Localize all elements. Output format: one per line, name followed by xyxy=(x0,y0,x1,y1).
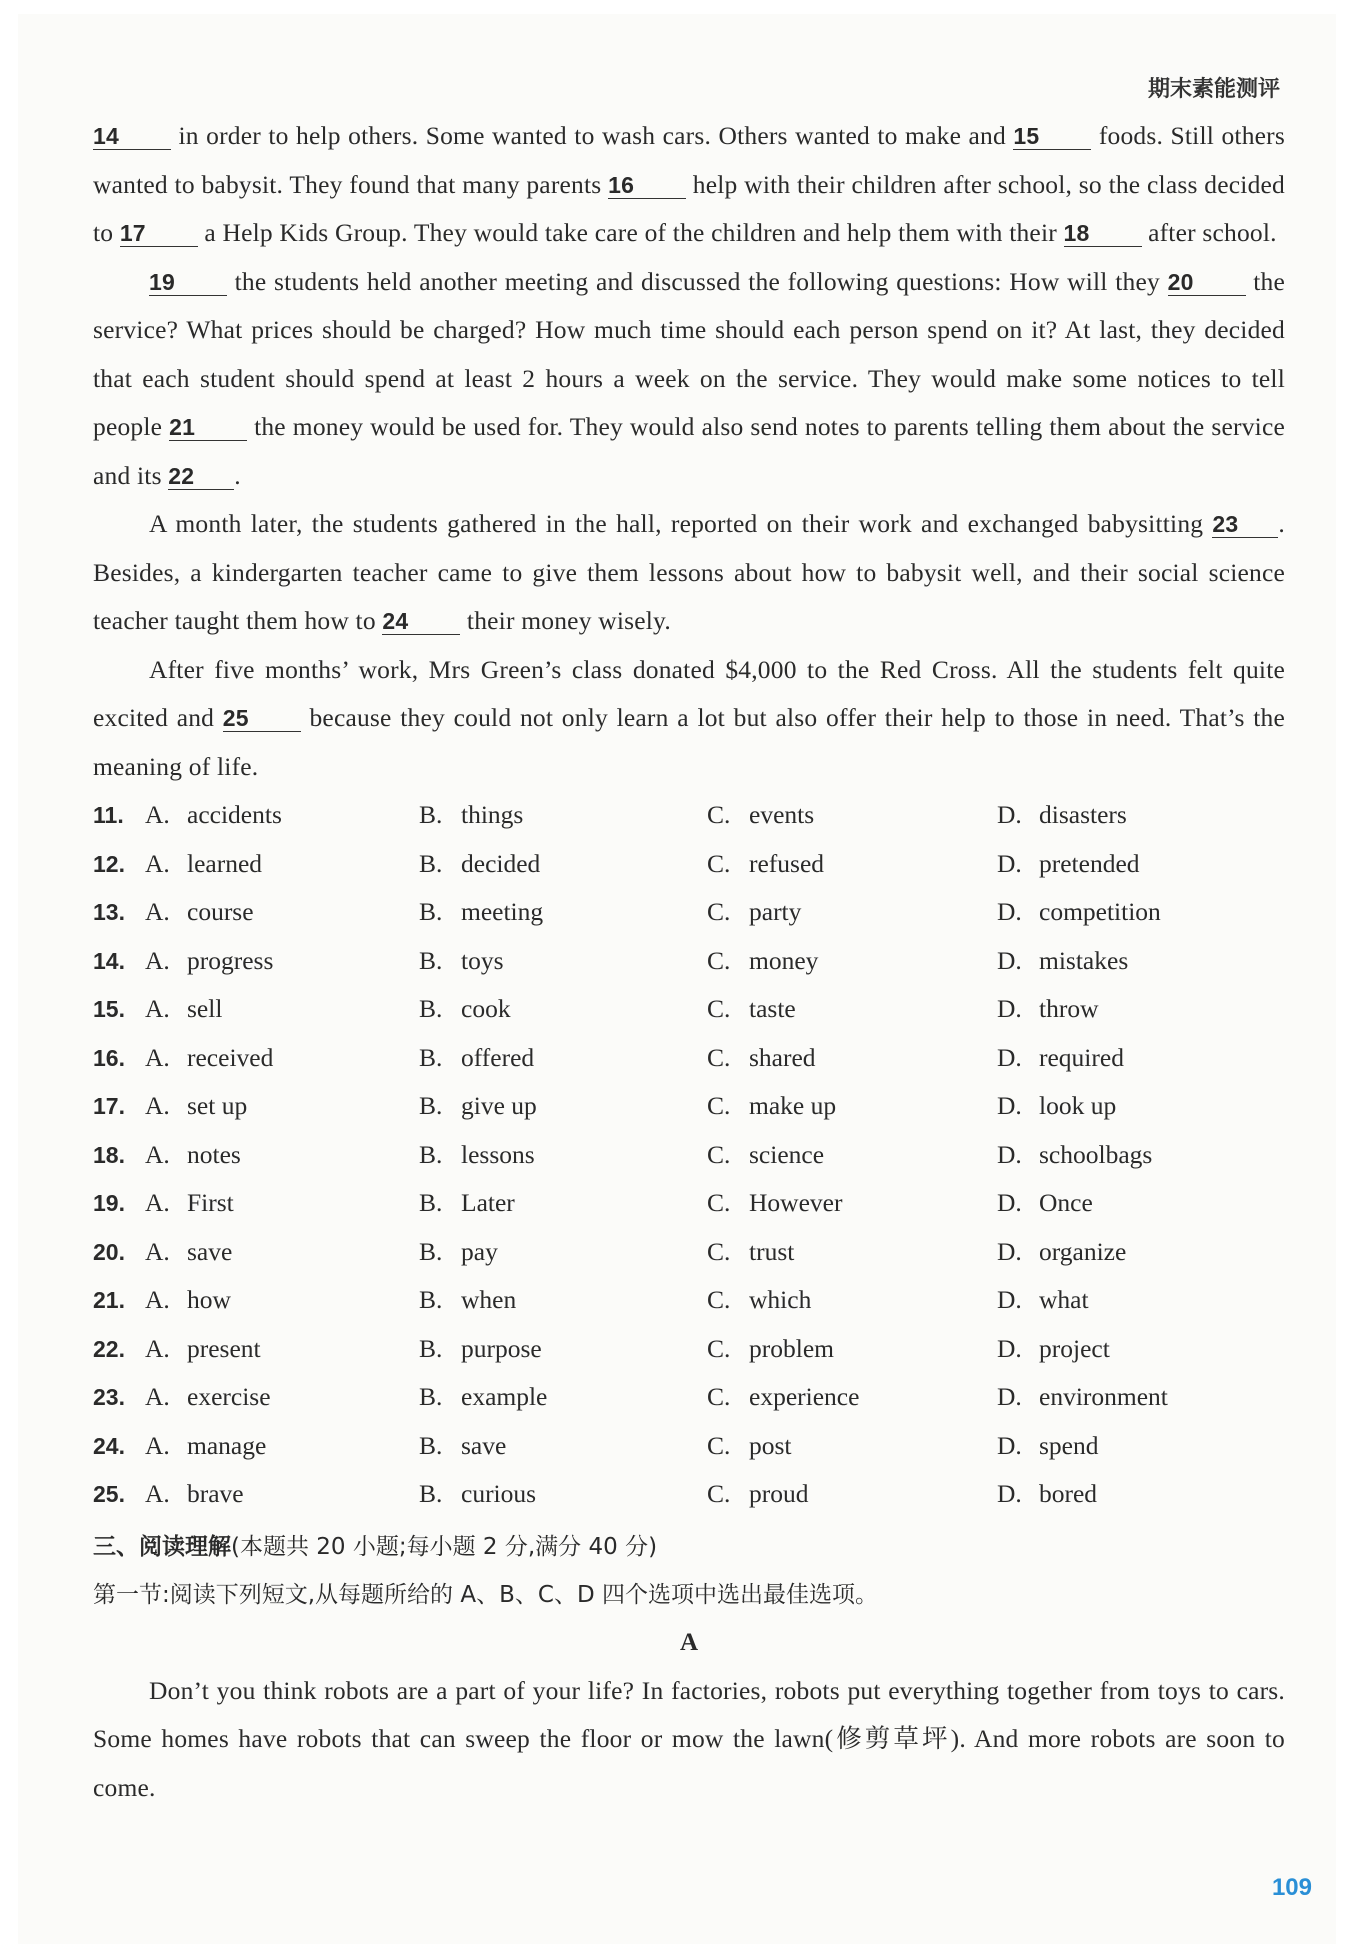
passage-paragraph-1 xyxy=(93,112,1285,258)
option-d[interactable] xyxy=(997,1034,1124,1083)
option-letter: D. xyxy=(997,1285,1022,1314)
question-row xyxy=(93,840,1285,889)
option-b[interactable] xyxy=(419,1228,498,1277)
option-letter: D. xyxy=(997,1333,1022,1363)
option-c[interactable] xyxy=(707,791,814,840)
option-text: money xyxy=(749,945,819,975)
option-letter: C. xyxy=(707,848,731,878)
option-d[interactable] xyxy=(997,1082,1116,1131)
question-row xyxy=(93,985,1285,1034)
option-c[interactable] xyxy=(707,1276,811,1325)
option-text: save xyxy=(461,1430,507,1460)
option-text: experience xyxy=(749,1382,860,1411)
option-letter: A. xyxy=(145,994,170,1023)
option-letter: D. xyxy=(997,848,1022,878)
question-number: 17. xyxy=(93,1093,125,1119)
passage-text: After five months’ work, Mrs Green’s class donated $4,000 to the Red Cross. All the students felt quite excited and xyxy=(93,654,1285,732)
blank-15[interactable]: 15 xyxy=(1013,123,1091,150)
option-d[interactable] xyxy=(997,1373,1168,1422)
option-b[interactable] xyxy=(419,1470,536,1519)
question-row xyxy=(93,1470,1285,1519)
question-number: 25. xyxy=(93,1481,125,1507)
section-heading: 三、阅读理解 xyxy=(93,1533,231,1560)
question-number: 18. xyxy=(93,1141,125,1168)
option-letter: A. xyxy=(145,1091,170,1120)
option-text: sell xyxy=(187,994,223,1023)
option-b[interactable] xyxy=(419,840,540,889)
option-d[interactable] xyxy=(997,1228,1126,1277)
option-text: proud xyxy=(749,1479,809,1508)
page-number: 109 xyxy=(1271,1874,1312,1901)
option-d[interactable] xyxy=(997,985,1099,1034)
option-text: brave xyxy=(187,1479,244,1508)
option-letter: A. xyxy=(145,1479,170,1508)
question-number: 13. xyxy=(93,899,125,925)
option-letter: A. xyxy=(145,1285,170,1314)
option-d[interactable] xyxy=(997,1131,1152,1180)
question-number: 24. xyxy=(93,1432,125,1459)
option-c[interactable] xyxy=(707,985,796,1034)
option-text: make up xyxy=(749,1091,837,1120)
option-letter: C. xyxy=(707,1236,731,1266)
question-number: 21. xyxy=(93,1287,125,1313)
passage-text: a Help Kids Group. They would take care of the children and help them with their xyxy=(197,218,1064,247)
option-text: progress xyxy=(187,945,274,975)
option-text: meeting xyxy=(461,897,544,926)
option-d[interactable] xyxy=(997,937,1128,986)
option-letter: C. xyxy=(707,1430,731,1460)
option-b[interactable] xyxy=(419,1276,516,1325)
blank-14[interactable]: 14 xyxy=(93,123,171,150)
option-c[interactable] xyxy=(707,1179,842,1228)
blank-20[interactable]: 20 xyxy=(1168,269,1246,296)
option-text: refused xyxy=(749,848,825,878)
option-b[interactable] xyxy=(419,1373,547,1422)
option-c[interactable] xyxy=(707,1228,794,1277)
blank-23[interactable]: 23 xyxy=(1212,511,1278,538)
option-text: lessons xyxy=(461,1139,535,1169)
option-text: competition xyxy=(1039,897,1161,926)
option-b[interactable] xyxy=(419,1082,537,1131)
question-row xyxy=(93,1034,1285,1083)
option-d[interactable] xyxy=(997,1325,1110,1374)
option-text: give up xyxy=(461,1091,537,1120)
option-a[interactable] xyxy=(145,1325,261,1374)
option-b[interactable] xyxy=(419,1179,515,1228)
question-row xyxy=(93,1276,1285,1325)
question-row xyxy=(93,937,1285,986)
option-text: throw xyxy=(1039,994,1099,1023)
option-d[interactable] xyxy=(997,1422,1099,1471)
option-letter: B. xyxy=(419,994,443,1023)
question-number: 19. xyxy=(93,1190,125,1216)
option-text: how xyxy=(187,1285,231,1314)
option-text: learned xyxy=(187,848,263,878)
running-header: 期末素能测评 xyxy=(1147,77,1280,102)
question-row xyxy=(93,791,1285,840)
option-letter: B. xyxy=(419,1042,443,1072)
option-d[interactable] xyxy=(997,1179,1093,1228)
option-b[interactable] xyxy=(419,937,504,986)
passage-text: their money wisely. xyxy=(460,606,671,635)
option-text: look up xyxy=(1039,1091,1117,1120)
option-letter: B. xyxy=(419,1236,443,1266)
option-d[interactable] xyxy=(997,1276,1089,1325)
option-b[interactable] xyxy=(419,791,523,840)
option-letter: D. xyxy=(997,800,1022,829)
passage-label: A xyxy=(679,1628,699,1656)
option-letter: B. xyxy=(419,897,443,926)
option-d[interactable] xyxy=(997,1470,1097,1519)
passage-text: . Besides, a kindergarten teacher came to give them lessons about how to babysit well, and their social science teacher taught them how to xyxy=(93,509,1285,635)
option-text: decided xyxy=(461,848,541,878)
option-letter: A. xyxy=(145,1042,170,1072)
option-text: pay xyxy=(461,1236,498,1266)
option-letter: C. xyxy=(707,1042,731,1072)
option-a[interactable] xyxy=(145,1131,241,1180)
passage-paragraph-2 xyxy=(93,258,1285,501)
option-text: accidents xyxy=(187,800,282,829)
question-row xyxy=(93,1373,1285,1422)
option-text: trust xyxy=(749,1236,795,1266)
section-instructions: 第一节:阅读下列短文,从每题所给的 A、B、C、D 四个选项中选出最佳选项。 xyxy=(93,1581,878,1608)
option-text: schoolbags xyxy=(1039,1139,1153,1169)
option-text: when xyxy=(461,1285,517,1314)
option-letter: C. xyxy=(707,800,731,829)
blank-21[interactable]: 21 xyxy=(169,414,247,441)
option-text: First xyxy=(187,1188,234,1217)
section-title xyxy=(93,1523,1285,1571)
option-d[interactable] xyxy=(997,791,1127,840)
option-text: post xyxy=(749,1430,792,1460)
option-a[interactable] xyxy=(145,888,254,937)
option-letter: D. xyxy=(997,1236,1022,1266)
option-text: mistakes xyxy=(1039,945,1129,975)
option-letter: C. xyxy=(707,1139,731,1169)
option-letter: A. xyxy=(145,1430,170,1460)
option-text: pretended xyxy=(1039,848,1140,878)
option-letter: A. xyxy=(145,945,170,975)
option-letter: C. xyxy=(707,1188,731,1217)
option-letter: C. xyxy=(707,1285,731,1314)
option-text: present xyxy=(187,1333,261,1363)
option-d[interactable] xyxy=(997,840,1140,889)
option-b[interactable] xyxy=(419,888,543,937)
option-text: environment xyxy=(1039,1382,1168,1411)
option-text: what xyxy=(1039,1285,1089,1314)
option-letter: A. xyxy=(145,1236,170,1266)
option-a[interactable] xyxy=(145,937,273,986)
option-letter: D. xyxy=(997,1479,1022,1508)
option-text: save xyxy=(187,1236,233,1266)
option-letter: C. xyxy=(707,1333,731,1363)
option-letter: D. xyxy=(997,1188,1022,1217)
option-text: cook xyxy=(461,994,511,1023)
question-row xyxy=(93,1179,1285,1228)
option-text: things xyxy=(461,800,524,829)
option-letter: B. xyxy=(419,1188,443,1217)
option-text: curious xyxy=(461,1479,537,1508)
option-c[interactable] xyxy=(707,1470,809,1519)
question-row xyxy=(93,1228,1285,1277)
option-text: purpose xyxy=(461,1333,542,1363)
option-b[interactable] xyxy=(419,985,511,1034)
option-a[interactable] xyxy=(145,1179,234,1228)
option-b[interactable] xyxy=(419,1034,534,1083)
option-text: toys xyxy=(461,945,504,975)
option-letter: C. xyxy=(707,897,731,926)
option-letter: A. xyxy=(145,800,170,829)
option-text: disasters xyxy=(1039,800,1127,829)
option-letter: B. xyxy=(419,1430,443,1460)
option-c[interactable] xyxy=(707,1422,792,1471)
option-c[interactable] xyxy=(707,1082,836,1131)
option-text: exercise xyxy=(187,1382,271,1411)
option-text: course xyxy=(187,897,254,926)
blank-17[interactable]: 17 xyxy=(120,220,198,247)
option-text: required xyxy=(1039,1042,1124,1072)
option-text: example xyxy=(461,1382,548,1411)
question-row xyxy=(93,1131,1285,1180)
option-letter: D. xyxy=(997,994,1022,1023)
question-options-list xyxy=(93,791,1285,1519)
option-letter: D. xyxy=(997,1382,1022,1411)
option-letter: D. xyxy=(997,1139,1022,1169)
option-c[interactable] xyxy=(707,937,818,986)
passage-text: after school. xyxy=(1141,218,1277,247)
passage-paragraph-3 xyxy=(93,500,1285,646)
option-text: set up xyxy=(187,1091,248,1120)
option-text: party xyxy=(749,897,802,926)
option-a[interactable] xyxy=(145,1276,231,1325)
passage-text: the service? What prices should be charged? How much time should each person spend on it? At last, they decided that each student should spend at least 2 hours a week on the service. They would make some notices to tell people xyxy=(93,266,1285,441)
option-letter: D. xyxy=(997,1091,1022,1120)
option-c[interactable] xyxy=(707,1131,824,1180)
option-c[interactable] xyxy=(707,1325,834,1374)
option-d[interactable] xyxy=(997,888,1161,937)
question-number: 15. xyxy=(93,996,125,1022)
question-number: 14. xyxy=(93,947,125,974)
option-a[interactable] xyxy=(145,1373,271,1422)
question-row xyxy=(93,888,1285,937)
option-a[interactable] xyxy=(145,1034,273,1083)
passage-paragraph-4 xyxy=(93,646,1285,792)
option-a[interactable] xyxy=(145,1228,232,1277)
option-letter: B. xyxy=(419,848,443,878)
option-a[interactable] xyxy=(145,1082,247,1131)
option-letter: A. xyxy=(145,1382,170,1411)
option-text: organize xyxy=(1039,1236,1127,1266)
option-a[interactable] xyxy=(145,840,262,889)
passage-text: because they could not only learn a lot but also offer their help to those in need. That’s the meaning of life. xyxy=(93,703,1285,781)
blank-18[interactable]: 18 xyxy=(1064,220,1142,247)
question-number: 12. xyxy=(93,850,125,877)
option-text: notes xyxy=(187,1139,241,1169)
blank-25[interactable]: 25 xyxy=(223,705,301,732)
question-row xyxy=(93,1325,1285,1374)
option-a[interactable] xyxy=(145,791,282,840)
option-a[interactable] xyxy=(145,1422,266,1471)
option-a[interactable] xyxy=(145,1470,244,1519)
question-row xyxy=(93,1082,1285,1131)
option-letter: B. xyxy=(419,1479,443,1508)
option-text: bored xyxy=(1039,1479,1098,1508)
option-letter: C. xyxy=(707,945,731,975)
reading-passage-a: Don’t you think robots are a part of your life? In factories, robots put everything together from toys to cars. Some homes have robots that can sweep the floor or mow the lawn(修剪草坪). And more robots are soon to come. xyxy=(93,1675,1285,1802)
blank-16[interactable]: 16 xyxy=(608,172,686,199)
option-text: manage xyxy=(187,1430,267,1460)
option-letter: B. xyxy=(419,1139,443,1169)
option-c[interactable] xyxy=(707,840,824,889)
passage-text: A month later, the students gathered in the hall, reported on their work and exchanged babysitting xyxy=(149,509,1213,538)
option-c[interactable] xyxy=(707,1034,816,1083)
blank-24[interactable]: 24 xyxy=(382,608,460,635)
option-letter: B. xyxy=(419,1333,443,1363)
option-c[interactable] xyxy=(707,888,801,937)
option-letter: A. xyxy=(145,897,170,926)
option-a[interactable] xyxy=(145,985,222,1034)
passage-text: . xyxy=(234,460,241,490)
question-row xyxy=(93,1422,1285,1471)
question-number: 20. xyxy=(93,1238,125,1265)
option-letter: B. xyxy=(419,1382,443,1411)
option-text: project xyxy=(1039,1333,1110,1363)
option-letter: D. xyxy=(997,1042,1022,1072)
option-b[interactable] xyxy=(419,1325,542,1374)
option-text: However xyxy=(749,1188,843,1217)
option-letter: B. xyxy=(419,945,443,975)
blank-19[interactable]: 19 xyxy=(149,269,227,296)
option-text: events xyxy=(749,800,815,829)
option-c[interactable] xyxy=(707,1373,859,1422)
blank-22[interactable]: 22 xyxy=(168,463,234,490)
option-text: received xyxy=(187,1042,274,1072)
option-letter: C. xyxy=(707,1382,731,1411)
passage-text: help with their children after school, so the class decided to xyxy=(93,169,1285,247)
option-text: spend xyxy=(1039,1430,1099,1460)
option-text: Later xyxy=(461,1188,515,1217)
option-text: offered xyxy=(461,1042,535,1072)
option-text: taste xyxy=(749,994,796,1023)
option-text: science xyxy=(749,1139,825,1169)
question-number: 22. xyxy=(93,1335,125,1362)
option-letter: D. xyxy=(997,1430,1022,1460)
option-text: which xyxy=(749,1285,812,1314)
passage-text: foods. Still others wanted to babysit. They found that many parents xyxy=(93,121,1285,199)
passage-text: in order to help others. Some wanted to wash cars. Others wanted to make and xyxy=(171,121,1014,150)
option-letter: D. xyxy=(997,897,1022,926)
option-text: shared xyxy=(749,1042,816,1072)
option-letter: A. xyxy=(145,1139,170,1169)
option-letter: A. xyxy=(145,848,170,878)
option-b[interactable] xyxy=(419,1422,506,1471)
option-letter: B. xyxy=(419,1285,443,1314)
option-text: problem xyxy=(749,1333,834,1363)
option-letter: C. xyxy=(707,994,731,1023)
question-number: 23. xyxy=(93,1384,125,1410)
option-letter: A. xyxy=(145,1333,170,1363)
option-text: Once xyxy=(1039,1188,1093,1217)
option-letter: B. xyxy=(419,800,443,829)
option-letter: C. xyxy=(707,1091,731,1120)
option-letter: A. xyxy=(145,1188,170,1217)
passage-text: the money would be used for. They would also send notes to parents telling them about the service and its xyxy=(93,412,1285,490)
option-b[interactable] xyxy=(419,1131,535,1180)
option-letter: B. xyxy=(419,1091,443,1120)
question-number: 16. xyxy=(93,1044,125,1071)
question-number: 11. xyxy=(93,802,124,828)
option-letter: D. xyxy=(997,945,1022,975)
content-area xyxy=(93,112,1285,1812)
section-note: (本题共 20 小题;每小题 2 分,满分 40 分) xyxy=(231,1533,658,1560)
option-letter: C. xyxy=(707,1479,731,1508)
passage-text: the students held another meeting and discussed the following questions: How will they xyxy=(227,266,1168,296)
